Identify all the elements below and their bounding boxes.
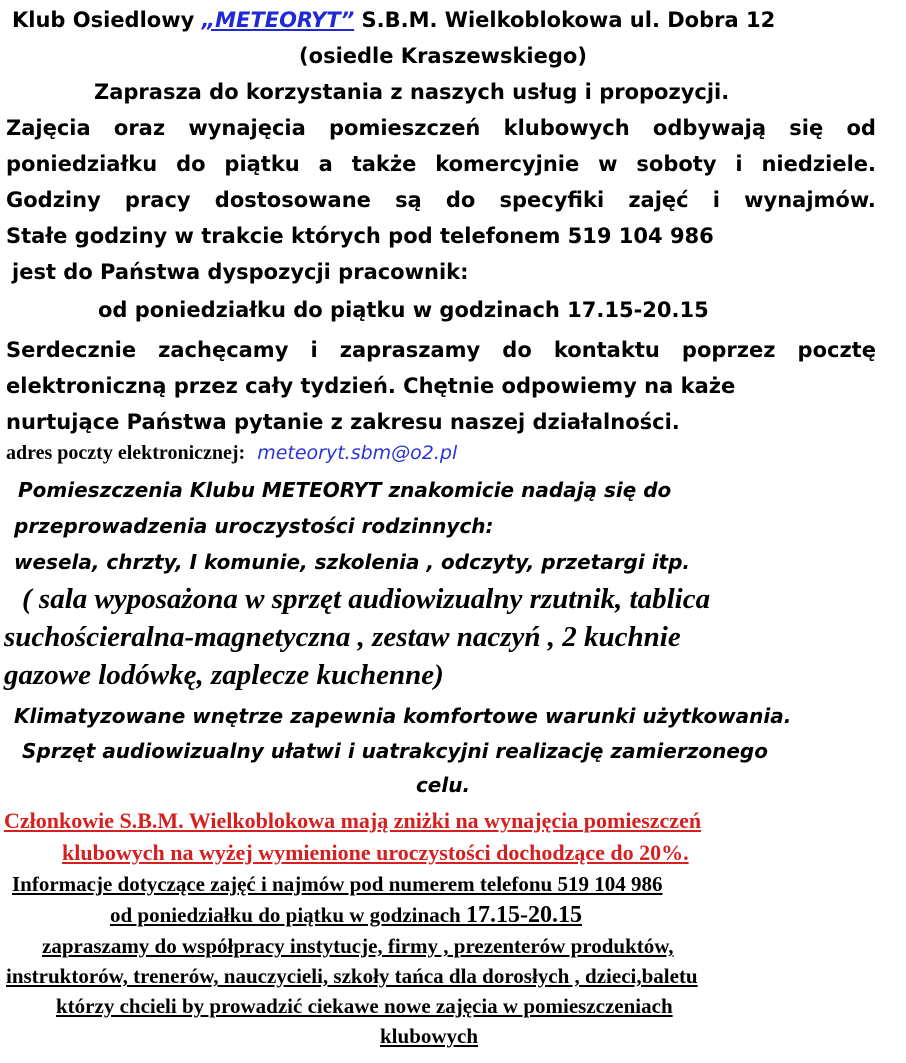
intro-line-3: Godziny pracy dostosowane są do specyfiki zajęć i wynajmów.: [6, 188, 876, 212]
info-hours: 17.15-20.15: [465, 902, 582, 928]
email-row: [6, 442, 457, 465]
intro-line-2: poniedziałku do piątku a także komercyjnie w soboty i niedziele.: [6, 152, 876, 176]
info-line-3: zapraszamy do współpracy instytucje, firmy , prezenterów produktów,: [42, 934, 674, 958]
contact-line-2: elektroniczną przez cały tydzień. Chętnie odpowiemy na każe: [6, 374, 736, 398]
equipment-line-1: ( sala wyposażona w sprzęt audiowizualny rzutnik, tablica: [22, 583, 711, 615]
info-line-2: [110, 902, 582, 929]
email-link[interactable]: meteoryt.sbm@o2.pl: [257, 442, 458, 464]
info-line-6: klubowych: [380, 1024, 479, 1048]
rooms-line-1: Pomieszczenia Klubu METEORYT znakomicie nadają się do: [18, 478, 672, 502]
opening-hours: od poniedziałku do piątku w godzinach 17.15-20.15: [98, 298, 709, 322]
equipment-line-2: suchościeralna-magnetyczna , zestaw naczyń , 2 kuchnie: [4, 621, 681, 653]
info-line-1: Informacje dotyczące zajęć i najmów pod numerem telefonu 519 104 986: [12, 872, 663, 896]
equipment-line-3: gazowe lodówkę, zaplecze kuchenne): [4, 659, 444, 691]
intro-line-5: jest do Państwa dyspozycji pracownik:: [12, 260, 469, 284]
info-line-5: którzy chcieli by prowadzić ciekawe nowe zajęcia w pomieszczeniach: [56, 994, 673, 1018]
intro-line-1: Zajęcia oraz wynajęcia pomieszczeń klubowych odbywają się od: [6, 116, 876, 140]
header-line-1: [12, 8, 775, 32]
contact-line-1: Serdecznie zachęcamy i zapraszamy do kontaktu poprzez pocztę: [6, 338, 876, 362]
rooms-line-4: Klimatyzowane wnętrze zapewnia komfortowe warunki użytkowania.: [14, 704, 792, 728]
header-suffix: S.B.M. Wielkoblokowa ul. Dobra 12: [354, 8, 776, 32]
rooms-line-5: Sprzęt audiowizualny ułatwi i uatrakcyjni realizację zamierzonego: [22, 739, 768, 763]
header-line-2: (osiedle Kraszewskiego): [299, 44, 587, 68]
contact-line-3: nurtujące Państwa pytanie z zakresu naszej działalności.: [6, 410, 680, 434]
discount-line-2: klubowych na wyżej wymienione uroczystości dochodzące do 20%.: [62, 840, 689, 865]
email-label: adres poczty elektronicznej:: [6, 442, 246, 464]
info-line-4: instruktorów, trenerów, nauczycieli, szkoły tańca dla dorosłych , dzieci,baletu: [6, 964, 698, 988]
info-hours-prefix: od poniedziałku do piątku w godzinach: [110, 903, 466, 927]
rooms-line-2: przeprowadzenia uroczystości rodzinnych:: [14, 514, 494, 538]
discount-line-1: Członkowie S.B.M. Wielkoblokowa mają zniżki na wynajęcia pomieszczeń: [4, 808, 702, 833]
rooms-line-6: celu.: [415, 773, 471, 797]
header-line-3: Zaprasza do korzystania z naszych usług i propozycji.: [94, 80, 730, 104]
rooms-line-3: wesela, chrzty, I komunie, szkolenia , odczyty, przetargi itp.: [14, 550, 691, 574]
intro-line-4: Stałe godziny w trakcie których pod telefonem 519 104 986: [6, 224, 714, 248]
header-prefix: Klub Osiedlowy: [12, 8, 202, 32]
club-name: „METEORYT”: [201, 8, 355, 32]
